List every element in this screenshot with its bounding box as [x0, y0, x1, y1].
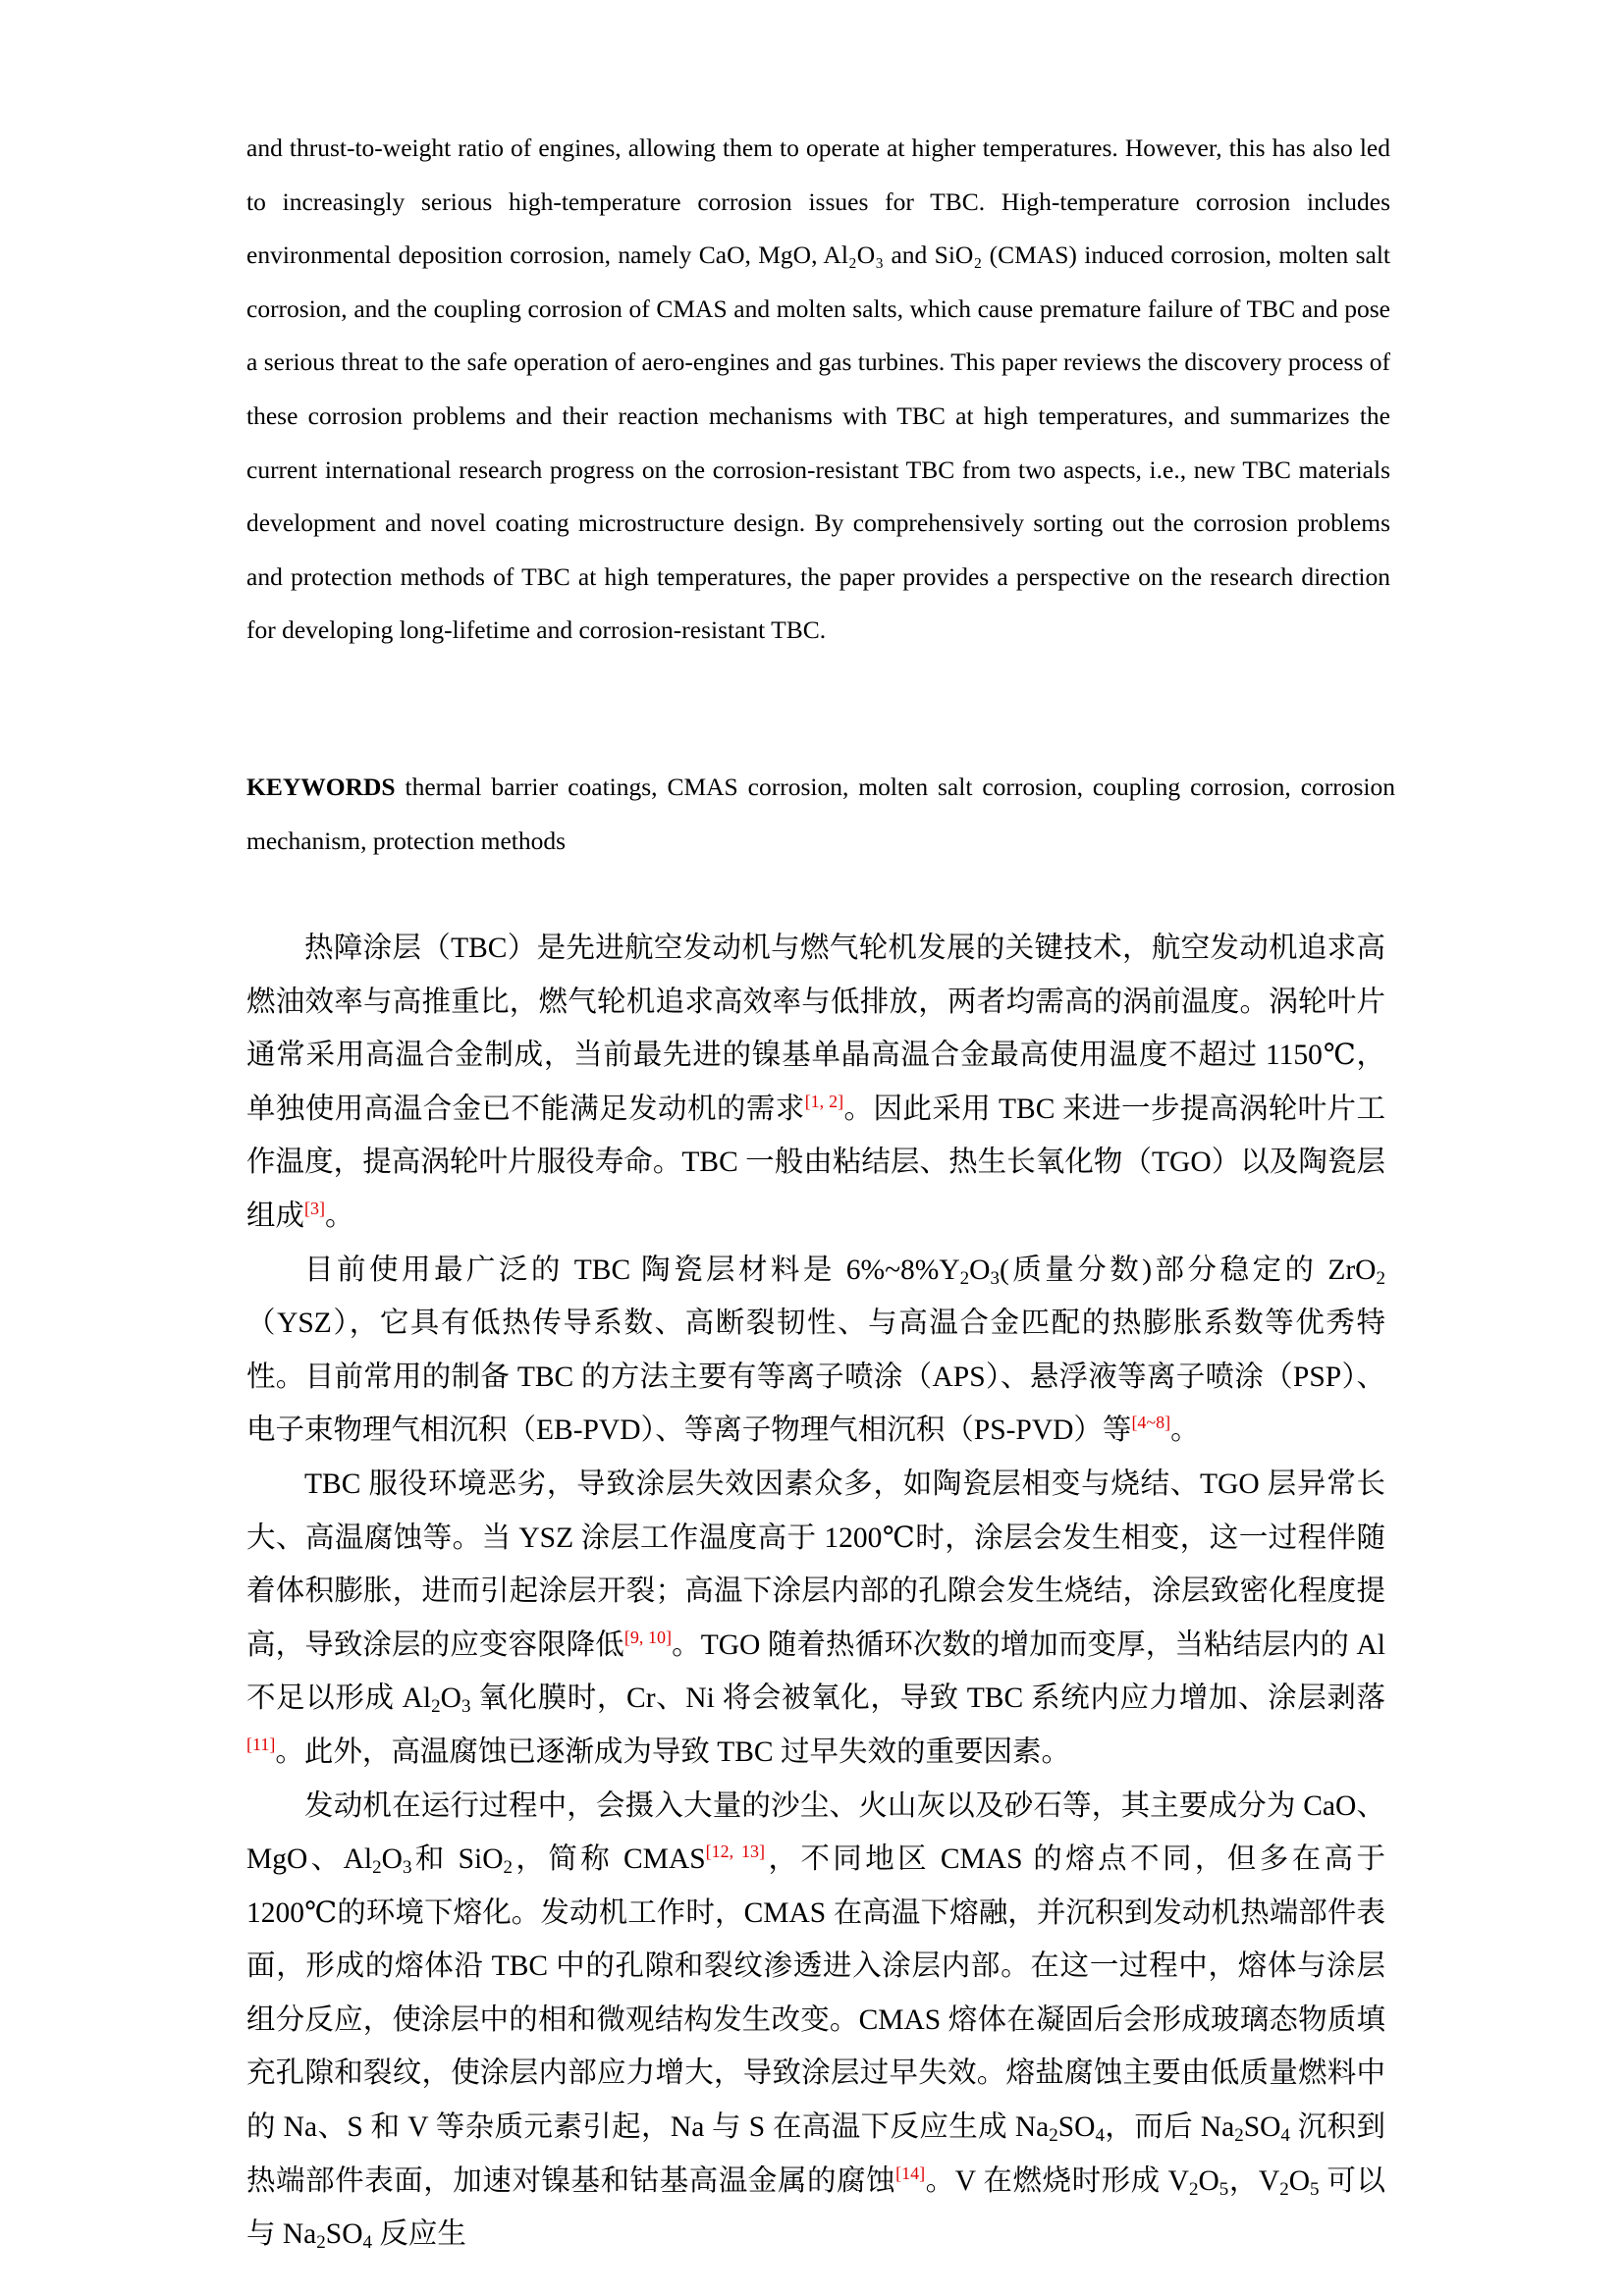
- text-run: 。V 在燃烧时形成 V: [925, 2164, 1189, 2197]
- text-run: O: [1288, 2164, 1310, 2197]
- text-run: （YSZ），它具有低热传导系数、高断裂韧性、与高温合金匹配的热膨胀系数等优秀特性。目前常用的制备 TBC 的方法主要有等离子喷涂（APS）、悬浮液等离子喷涂（PSP）、电子束物理气相沉积（EB-PVD）、等离子物理气相沉积（PS-PVD）等: [246, 1308, 1385, 1447]
- subscript: 2: [503, 1857, 513, 1879]
- text-run: 氧化膜时，Cr、Ni 将会被氧化，导致 TBC 系统内应力增加、涂层剥落: [470, 1682, 1385, 1715]
- text-run: 目前使用最广泛的 TBC 陶瓷层材料是 6%~8%Y: [304, 1254, 960, 1286]
- subscript: 2: [431, 1696, 441, 1718]
- text-run: O: [969, 1254, 991, 1286]
- subscript: 2: [1188, 2178, 1199, 2200]
- text-run: 和 SiO: [411, 1843, 504, 1876]
- subscript: 2: [1049, 2125, 1058, 2147]
- text-run: SO: [1243, 2111, 1281, 2144]
- subscript: 2: [959, 1267, 970, 1289]
- english-abstract: [246, 122, 1390, 658]
- citation[interactable]: [9, 10]: [623, 1627, 673, 1647]
- body-paragraph-3: [246, 1458, 1385, 1780]
- citation[interactable]: [4~8]: [1131, 1413, 1171, 1433]
- citation[interactable]: [12, 13]: [705, 1842, 766, 1862]
- subscript: 3: [990, 1267, 1000, 1289]
- text-run: ，简称 CMAS: [513, 1843, 706, 1876]
- text-run: 。TGO 随着热循环次数的增加而变厚，当粘结层内的 Al 不足以形成 Al: [246, 1629, 1385, 1715]
- text-run: ，V: [1228, 2164, 1280, 2197]
- text-run: ，而后 Na: [1104, 2111, 1235, 2144]
- subscript: 3: [460, 1696, 471, 1718]
- subscript: 3: [402, 1857, 412, 1879]
- text-run: 沉积到热端部件表面，加速对镍基和钴基高温金属的腐蚀: [246, 2111, 1385, 2197]
- citation[interactable]: [3]: [304, 1198, 326, 1218]
- abstract-paragraph: and thrust-to-weight ratio of engines, allowing them to operate at higher temperatures. However, this has also led to increasingly serious high-temperature corrosion issues for TBC. High-temperature corrosion includes environmental deposition corrosion, namely CaO, MgO, Al₂O₃ and SiO₂ (CMAS) induced corrosion, molten salt corrosion, and the coupling corrosion of CMAS and molten salts, which cause premature failure of TBC and pose a serious threat to the safe operation of aero-engines and gas turbines. This paper reviews the discovery process of these corrosion problems and their reaction mechanisms with TBC at high temperatures, and summarizes the current international research progress on the corrosion-resistant TBC from two aspects, i.e., new TBC materials development and novel coating microstructure design. By comprehensively sorting out the corrosion problems and protection methods of TBC at high temperatures, the paper provides a perspective on the research direction for developing long-lifetime and corrosion-resistant TBC.: [246, 133, 1390, 645]
- subscript: 2: [372, 1857, 382, 1879]
- text-run: 可以与 Na: [246, 2164, 1385, 2251]
- text-run: O: [440, 1682, 461, 1715]
- keywords-block: [246, 761, 1395, 868]
- text-run: 。: [325, 1200, 354, 1232]
- text-run: (质量分数)部分稳定的 ZrO: [999, 1254, 1377, 1286]
- text-run: SO: [325, 2218, 363, 2251]
- text-run: 热障涂层（TBC）是先进航空发动机与燃气轮机发展的关键技术，航空发动机追求高燃油效率与高推重比，燃气轮机追求高效率与低排放，两者均需高的涡前温度。涡轮叶片通常采用高温合金制成，当前最先进的镍基单晶高温合金最高使用温度不超过 1150℃，单独使用高温合金已不能满足发动机的需求: [246, 933, 1385, 1125]
- keywords-text: thermal barrier coatings, CMAS corrosion, molten salt corrosion, coupling corrosion, corrosion mechanism, protection methods: [246, 773, 1395, 855]
- text-run: 反应生: [372, 2218, 466, 2251]
- subscript: 2: [1279, 2178, 1289, 2200]
- text-run: O: [381, 1843, 403, 1876]
- text-run: ，不同地区 CMAS 的熔点不同，但多在高于 1200℃的环境下熔化。发动机工作时，CMAS 在高温下熔融，并沉积到发动机热端部件表面，形成的熔体沿 TBC 中的孔隙和裂纹渗透进入涂层内部。在这一过程中，熔体与涂层组分反应，使涂层中的相和微观结构发生改变。CMAS 熔体在凝固后会形成玻璃态物质填充孔隙和裂纹，使涂层内部应力增大，导致涂层过早失效。熔盐腐蚀主要由低质量燃料中的 Na、S 和 V 等杂质元素引起，Na 与 S 在高温下反应生成 Na: [246, 1843, 1385, 2144]
- citation[interactable]: [11]: [246, 1734, 276, 1754]
- citation[interactable]: [14]: [895, 2163, 926, 2183]
- text-run: SO: [1057, 2111, 1096, 2144]
- subscript: 2: [316, 2232, 326, 2254]
- text-run: 。: [1170, 1415, 1200, 1447]
- keywords-label: KEYWORDS: [246, 773, 396, 801]
- subscript: 5: [1310, 2178, 1320, 2200]
- body-paragraph-2: [246, 1244, 1385, 1458]
- text-run: 。因此采用 TBC 来进一步提高涡轮叶片工作温度，提高涡轮叶片服役寿命。TBC 一般由粘结层、热生长氧化物（TGO）以及陶瓷层组成: [246, 1093, 1385, 1232]
- subscript: 5: [1218, 2178, 1229, 2200]
- chinese-body: [246, 922, 1385, 2262]
- subscript: 4: [1095, 2125, 1105, 2147]
- text-run: 。此外，高温腐蚀已逐渐成为导致 TBC 过早失效的重要因素。: [275, 1735, 1070, 1768]
- subscript: 4: [362, 2232, 372, 2254]
- subscript: 4: [1280, 2125, 1290, 2147]
- subscript: 2: [1376, 1267, 1385, 1289]
- citation[interactable]: [1, 2]: [804, 1091, 844, 1111]
- body-paragraph-4: [246, 1780, 1385, 2262]
- subscript: 2: [1234, 2125, 1244, 2147]
- text-run: O: [1198, 2164, 1219, 2197]
- text-run: TBC 服役环境恶劣，导致涂层失效因素众多，如陶瓷层相变与烧结、TGO 层异常长大、高温腐蚀等。当 YSZ 涂层工作温度高于 1200℃时，涂层会发生相变，这一过程伴随着体积膨胀，进而引起涂层开裂；高温下涂层内部的孔隙会发生烧结，涂层致密化程度提高，导致涂层的应变容限降低: [246, 1468, 1385, 1661]
- text-run: 发动机在运行过程中，会摄入大量的沙尘、火山灰以及砂石等，其主要成分为 CaO、MgO、Al: [246, 1789, 1385, 1876]
- body-paragraph-1: [246, 922, 1385, 1244]
